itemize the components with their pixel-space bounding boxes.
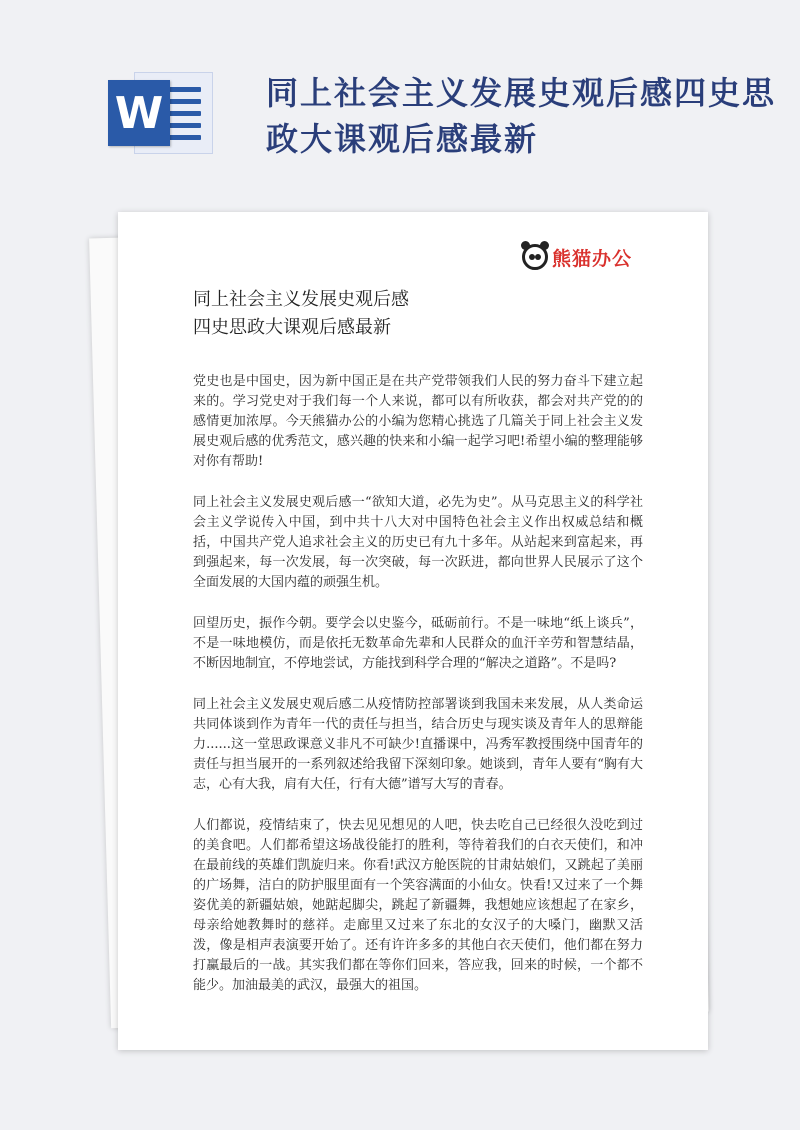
word-document-icon xyxy=(108,72,213,154)
word-icon-letter: W xyxy=(108,80,170,146)
brand-logo xyxy=(522,240,632,274)
header-title: 同上社会主义发展史观后感四史思政大课观后感最新 xyxy=(266,74,777,158)
page-header xyxy=(0,0,800,200)
paragraph-review-two: 同上社会主义发展史观后感二从疫情防控部署谈到我国未来发展，从人类命运共同体谈到作为青年一代的责任与担当，结合历史与现实谈及青年人的思辩能力......这一堂思政课意义非凡不可缺少!直播课中，冯秀军教授围绕中国青年的责任与担当展开的一系列叙述给我留下深刻印象。她谈到，青年人要有“胸有大志，心有大我，肩有大任，行有大德”谱写大写的青春。 xyxy=(193,697,643,792)
paragraph-wuhan: 人们都说，疫情结束了，快去见见想见的人吧，快去吃自己已经很久没吃到过的美食吧。人们都希望这场战役能打的胜利，等待着我们的白衣天使们，和冲在最前线的英雄们凯旋归来。你看!武汉方舱医院的甘肃姑娘们，又跳起了美丽的广场舞，洁白的防护服里面有一个笑容满面的小仙女。快看!又过来了一个舞姿优美的新疆姑娘，她踮起脚尖，跳起了新疆舞，我想她应该想起了在家乡，母亲给她教舞时的慈祥。走廊里又过来了东北的女汉子的大嗓门，幽默又活泼，像是相声表演要开始了。还有许许多多的其他白衣天使们，他们都在努力打赢最后的一战。其实我们都在等你们回来，答应我，回来的时候，一个都不能少。加油最美的武汉，最强大的祖国。 xyxy=(193,818,643,993)
paragraph-history: 回望历史，振作今朝。要学会以史鉴今，砥砺前行。不是一味地“纸上谈兵”，不是一味地模仿，而是依托无数革命先辈和人民群众的血汗辛劳和智慧结晶，不断因地制宜，不停地尝试，方能找到科学合理的“解决之道路”。不是吗? xyxy=(193,616,643,671)
brand-name: 熊猫办公 xyxy=(552,247,633,270)
document-title-line-2: 四史思政大课观后感最新 xyxy=(193,317,391,338)
paragraph-intro: 党史也是中国史，因为新中国正是在共产党带领我们人民的努力奋斗下建立起来的。学习党史对于我们每一个人来说，都可以有所收获，都会对共产党的的感情更加浓厚。今天熊猫办公的小编为您精心挑选了几篇关于同上社会主义发展史观后感的优秀范文，感兴趣的快来和小编一起学习吧!希望小编的整理能够对你有帮助! xyxy=(193,374,643,469)
paragraph-review-one: 同上社会主义发展史观后感一“欲知大道，必先为史”。从马克思主义的科学社会主义学说传入中国，到中共十八大对中国特色社会主义作出权威总结和概括，中国共产党人追求社会主义的历史已有九十多年。从站起来到富起来，再到强起来，每一次发展，每一次突破，每一次跃进，都向世界人民展示了这个全面发展的大国内蕴的顽强生机。 xyxy=(193,495,643,590)
document-title xyxy=(193,286,653,342)
document-title-line-1: 同上社会主义发展史观后感 xyxy=(193,289,409,310)
document-body xyxy=(193,372,643,1017)
document-page xyxy=(118,212,708,1050)
panda-icon xyxy=(522,244,548,270)
